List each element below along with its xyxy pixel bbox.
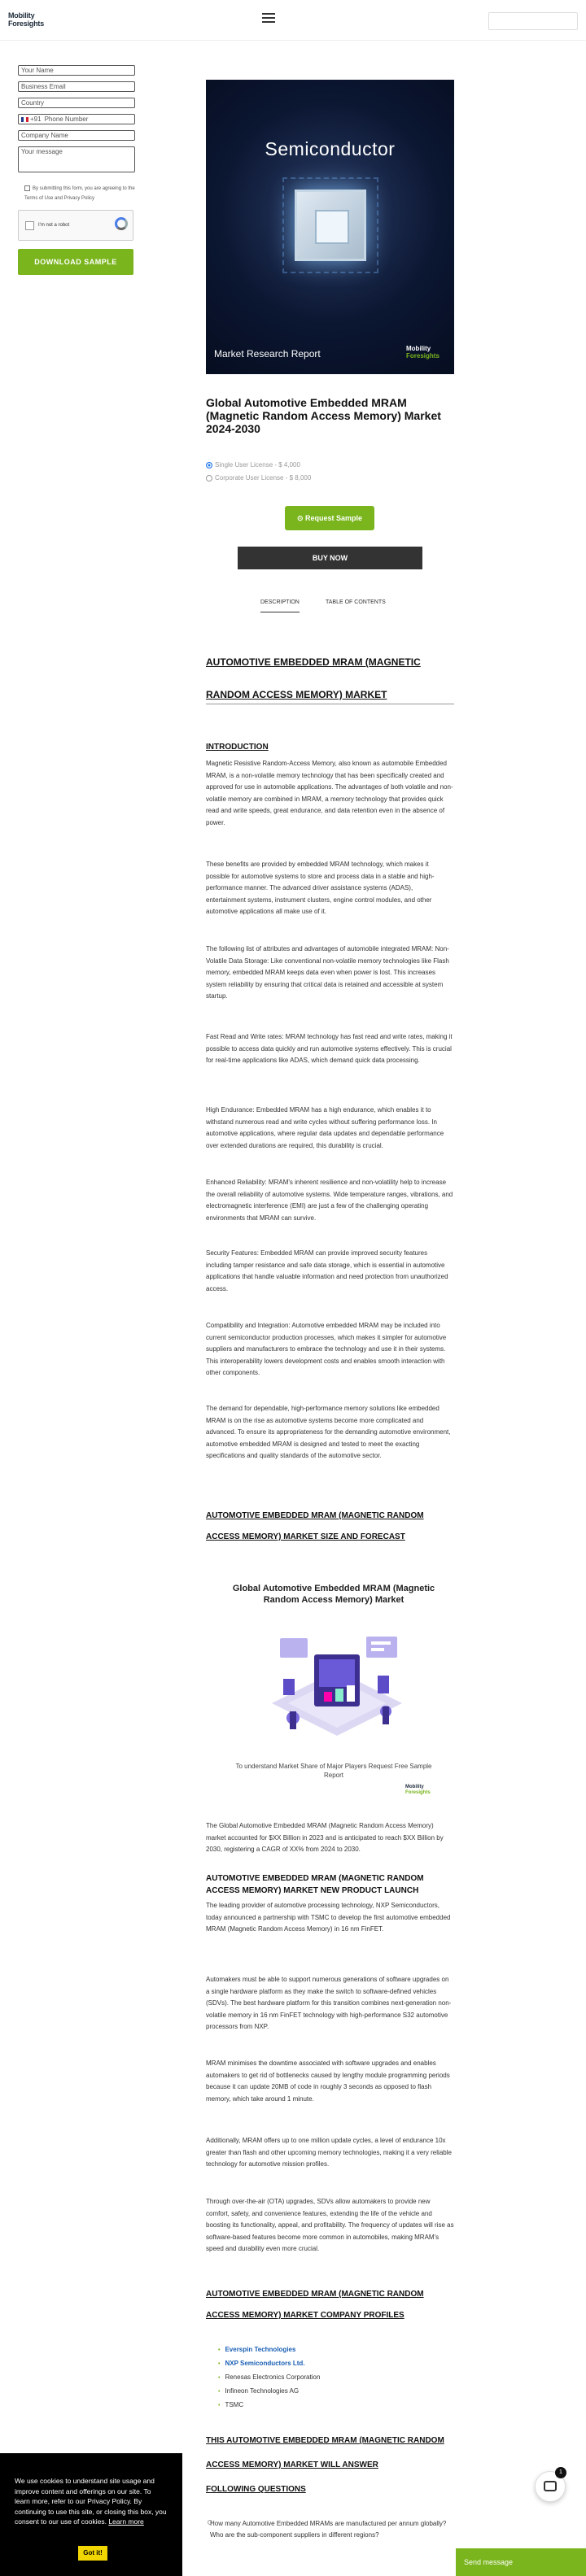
send-message-button[interactable]: Send message xyxy=(456,2548,586,2576)
radio-icon[interactable] xyxy=(206,475,212,482)
consent-checkbox[interactable]: By submitting this form, you are agreeing to the Terms of Use and Privacy Policy xyxy=(24,186,135,201)
paragraph: Additionally, MRAM offers up to one million update cycles, a level of endurance 10x greater than flash and other upcoming memory technologies, making it a very reliable technology for automotive mission profiles. xyxy=(206,2137,452,2168)
notification-badge: 1 xyxy=(555,2467,566,2478)
recaptcha-icon xyxy=(115,217,128,230)
company-profiles-heading: AUTOMOTIVE EMBEDDED MRAM (MAGNETIC RANDOM ACCESS MEMORY) MARKET COMPANY PROFILES xyxy=(206,2290,424,2320)
report-title: Global Automotive Embedded MRAM (Magnetic Random Access Memory) Market 2024-2030 xyxy=(206,396,441,435)
captcha-checkbox[interactable] xyxy=(25,221,34,230)
paragraph: The following list of attributes and advantages of automobile integrated MRAM: Non-Volatile Data Storage: Like conventional non-volatile memory technologies like Flash memory, embedded MRAM keeps data even when power is lost. This increases system reliability by ensuring that critical data is retained and accessible at system startup. xyxy=(206,945,449,1000)
tab-description[interactable]: DESCRIPTION xyxy=(260,599,300,612)
request-sample-button[interactable]: ⊙ Request Sample xyxy=(285,506,374,530)
cookie-accept-button[interactable]: Got it! xyxy=(78,2546,107,2561)
paragraph: Security Features: Embedded MRAM can provide improved security features including tamper resistance and safe data storage, which is essential in automotive applications that handle valuable information and need protection from unauthorized access. xyxy=(206,1249,448,1292)
chat-icon xyxy=(544,2481,557,2491)
company-list xyxy=(218,2343,320,2413)
faq-heading: THIS AUTOMOTIVE EMBEDDED MRAM (MAGNETIC RANDOM ACCESS MEMORY) MARKET WILL ANSWER FOLLOWING QUESTIONS xyxy=(206,2436,444,2494)
infographic-logo: Mobility Foresights xyxy=(405,1785,431,1795)
infographic-title: Global Automotive Embedded MRAM (Magnetic Random Access Memory) Market xyxy=(232,1584,435,1605)
list-item: • Infineon Technologies AG xyxy=(218,2385,320,2399)
cookie-text: We use cookies to understand site usage and improve content and offerings on our site. To learn more, refer to our Privacy Policy. By continuing to use this site, or closing this box, you consent to our use of cookies. xyxy=(15,2477,167,2526)
paragraph: Magnetic Resistive Random-Access Memory, also known as automobile Embedded MRAM, is a non-volatile memory technology that has been specifically created and approved for use in automobile applications. The advantages of both volatile and non-volatile memory are combined in MRAM, a memory technology that provides quick read and write speeds, great endurance, and data retention even in the absence of power. xyxy=(206,760,453,826)
paragraph: MRAM minimises the downtime associated with software upgrades and enables automakers to get rid of bottlenecks caused by lengthy module programming periods because it can update 20MB of code in roughly 3 seconds as opposed to flash memory, which take around 1 minute. xyxy=(206,2059,450,2103)
cover-logo: Mobility Foresights xyxy=(406,345,440,360)
site-logo[interactable]: Mobility Foresights xyxy=(8,11,45,28)
faq-item: How many Automotive Embedded MRAMs are manufactured per annum globally? Who are the sub-component suppliers in different regions? xyxy=(210,2518,454,2541)
paragraph: These benefits are provided by embedded MRAM technology, which makes it possible for automotive systems to store and process data in a stable and high-performance manner. The advanced driver assistance systems (ADAS), entertainment systems, instrument clusters, engine control modules, and other automotive applications all make use of it. xyxy=(206,861,435,915)
company-link[interactable]: • NXP Semiconductors Ltd. xyxy=(218,2357,320,2371)
captcha-label: I'm not a robot xyxy=(38,223,70,228)
phone-code[interactable]: +91 xyxy=(30,115,42,123)
license-corporate[interactable]: Corporate User License - $ 8,000 xyxy=(206,474,311,482)
country-field[interactable]: Country xyxy=(18,98,135,108)
cookie-banner xyxy=(0,2453,182,2576)
company-field[interactable]: Company Name xyxy=(18,130,135,141)
chip-icon xyxy=(295,190,366,261)
learn-more-link[interactable]: Learn more xyxy=(108,2517,144,2526)
paragraph: Fast Read and Write rates: MRAM technology has fast read and write rates, making it possible to access data quickly and run automotive systems effectively. This is crucial for real-time applications like ADAS, which demand quick data processing. xyxy=(206,1033,453,1064)
cover-title: Semiconductor xyxy=(265,138,396,159)
tab-table-of-contents[interactable]: TABLE OF CONTENTS xyxy=(326,599,386,605)
flag-icon xyxy=(21,117,28,122)
checkbox-icon[interactable] xyxy=(24,185,30,191)
paragraph: Compatibility and Integration: Automotive embedded MRAM may be included into current semiconductor production processes, which makes it simpler for automotive suppliers and manufacturers to embrace the technology and use it in their systems. This interoperability lowers development costs and enables smooth interaction with other components. xyxy=(206,1322,447,1376)
company-link[interactable]: • Everspin Technologies xyxy=(218,2343,320,2357)
menu-icon[interactable] xyxy=(262,13,275,23)
list-item: • Renesas Electronics Corporation xyxy=(218,2371,320,2385)
cover-caption: Market Research Report xyxy=(214,348,321,360)
paragraph: High Endurance: Embedded MRAM has a high endurance, which enables it to withstand numerous read and write cycles without suffering performance loss. In automotive applications, where regular data updates and dependable performance over extended durations are required, this durability is crucial. xyxy=(206,1106,444,1149)
name-field[interactable]: Your Name xyxy=(18,65,135,76)
product-launch-heading: AUTOMOTIVE EMBEDDED MRAM (MAGNETIC RANDOM ACCESS MEMORY) MARKET NEW PRODUCT LAUNCH xyxy=(206,1874,424,1895)
message-field[interactable]: Your message xyxy=(18,146,135,172)
buy-now-button[interactable]: BUY NOW xyxy=(238,547,422,569)
paragraph: The demand for dependable, high-performance memory solutions like embedded MRAM is on the rise as automotive systems become more complicated and advanced. To ensure its appropriateness for the demanding automotive environment, automotive embedded MRAM is designed and tested to meet the exacting specifications and quality standards of the automotive sector. xyxy=(206,1405,451,1459)
email-field[interactable]: Business Email xyxy=(18,81,135,92)
list-item: • TSMC xyxy=(218,2399,320,2413)
market-infographic[interactable] xyxy=(228,1583,440,1794)
report-cover-image xyxy=(206,80,454,374)
license-single[interactable]: Single User License - $ 4,000 xyxy=(206,461,300,469)
radio-icon[interactable] xyxy=(206,462,212,469)
phone-field[interactable] xyxy=(18,114,135,124)
header-search-input[interactable] xyxy=(488,12,578,30)
recaptcha[interactable] xyxy=(18,210,133,241)
paragraph: Automakers must be able to support numerous generations of software upgrades on a single hardware platform as they make the switch to software-defined vehicles (SDVs). The best hardware platform for this transition combines next-generation non-volatile memory in 16 nm FinFET technology with high-performance S32 automotive processors from NXP. xyxy=(206,1976,452,2030)
download-sample-button[interactable]: DOWNLOAD SAMPLE xyxy=(18,249,133,275)
paragraph: Enhanced Reliability: MRAM's inherent resilience and non-volatility help to increase the overall reliability of automotive systems. Wide temperature ranges, vibrations, and electromagnetic interference (EMI) are just a few of the challenging operating environments that MRAM can survive. xyxy=(206,1179,453,1222)
phone-placeholder: Phone Number xyxy=(44,115,89,123)
market-size-heading: AUTOMOTIVE EMBEDDED MRAM (MAGNETIC RANDOM ACCESS MEMORY) MARKET SIZE AND FORECAST xyxy=(206,1511,424,1541)
paragraph: Through over-the-air (OTA) upgrades, SDVs allow automakers to provide new comfort, safety, and convenience features, extending the life of the vehicle and boosting its functionality, appeal, and profitability. The frequency of updates will rise as software-based features become more common in automobiles, making MRAM's speed and durability even more crucial. xyxy=(206,2198,454,2252)
site-header xyxy=(0,0,586,41)
paragraph: The leading provider of automotive processing technology, NXP Semiconductors, today announced a partnership with TSMC to develop the first automotive embedded MRAM (Magnetic Random Access Memory) in 16 nm FinFET. xyxy=(206,1902,451,1933)
main-heading: AUTOMOTIVE EMBEDDED MRAM (MAGNETIC RANDOM ACCESS MEMORY) MARKET xyxy=(206,656,421,700)
intro-heading: INTRODUCTION xyxy=(206,743,269,752)
infographic-caption[interactable]: To understand Market Share of Major Players Request Free Sample Report xyxy=(235,1763,432,1779)
chat-button[interactable] xyxy=(535,2471,566,2502)
isometric-illustration xyxy=(264,1622,410,1744)
paragraph: The Global Automotive Embedded MRAM (Magnetic Random Access Memory) market accounted for $XX Billion in 2023 and is anticipated to reach $XX Billion by 2030, registering a CAGR of XX% from 2024 to 2030. xyxy=(206,1822,444,1853)
